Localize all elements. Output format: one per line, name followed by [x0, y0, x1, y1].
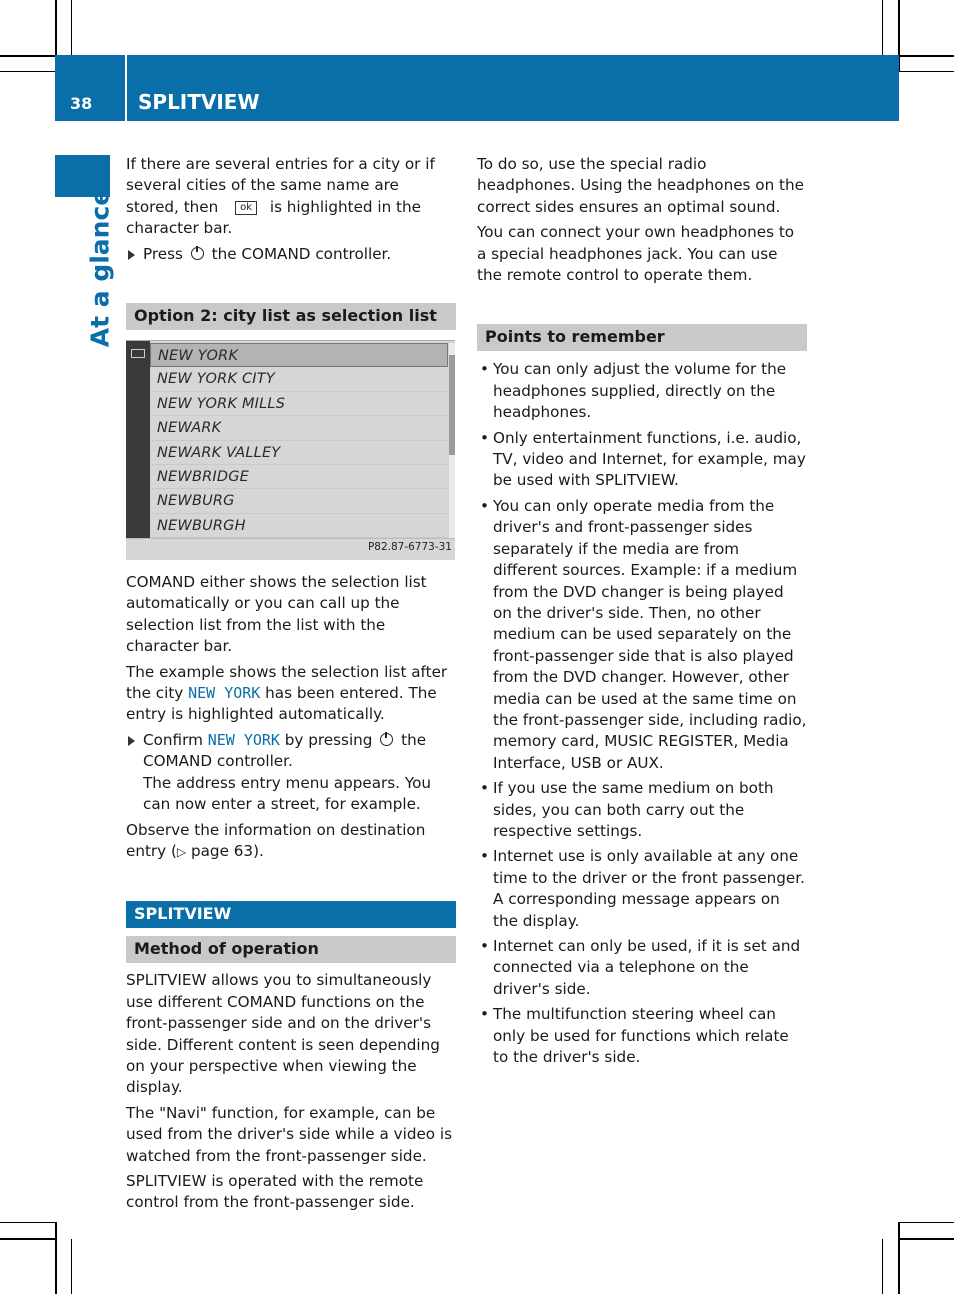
screen-scroll-thumb [449, 355, 455, 455]
city-list [150, 343, 448, 538]
step-result: The address entry menu appears. You can now enter a street, for example. [143, 773, 431, 814]
example-paragraph [126, 662, 456, 726]
city-list-item: NEWBURG [150, 489, 448, 513]
crop-mark [899, 1238, 954, 1240]
section-heading-points: Points to remember [477, 324, 807, 351]
ok-key-icon: ok [235, 201, 257, 215]
intro-paragraph [126, 154, 456, 240]
points-list [477, 359, 807, 1068]
instruction-step [126, 730, 456, 816]
city-list-item: NEW YORK MILLS [150, 392, 448, 416]
list-item: • If you use the same medium on both sides, you can both carry out the respective settings. [477, 778, 807, 842]
crop-mark [899, 71, 954, 72]
crop-mark [899, 55, 954, 57]
list-item: • The multifunction steering wheel can only be used for functions which relate to the driver's side. [477, 1004, 807, 1068]
section-heading-method: Method of operation [126, 936, 456, 963]
comand-shows-paragraph: COMAND either shows the selection list automatically or you can call up the selection list from the list with the character bar. [126, 573, 427, 656]
headphones-paragraph: You can connect your own headphones to a special headphones jack. You can use the remote control to operate them. [477, 223, 795, 285]
back-icon [131, 349, 145, 358]
method-paragraph: SPLITVIEW allows you to simultaneously use different COMAND functions on the front-passenger side and on the driver's side. Different content is seen depending on your perspective when viewing the display. [126, 971, 440, 1097]
city-list-item: NEWARK [150, 416, 448, 440]
observe-paragraph [126, 820, 456, 864]
city-list-item: NEWBRIDGE [150, 465, 448, 489]
city-list-item: NEWBURGH [150, 514, 448, 538]
crop-mark [0, 55, 55, 57]
section-heading-splitview: SPLITVIEW [126, 901, 456, 928]
crop-mark [71, 1239, 72, 1294]
controller-press-icon [191, 247, 204, 260]
controller-press-icon [380, 733, 393, 746]
page-reference-link[interactable]: page 63). [186, 841, 264, 860]
city-list-screenshot [126, 340, 455, 560]
page-title: SPLITVIEW [138, 90, 260, 114]
step-text-end: the COMAND controller. [143, 730, 427, 771]
method-paragraph: SPLITVIEW is operated with the remote control from the front-passenger side. [126, 1171, 424, 1212]
crop-mark [71, 0, 72, 55]
side-tab-label: At a glance [85, 188, 115, 348]
example-text: The example shows the selection list after the city [126, 662, 448, 703]
list-item: • You can only adjust the volume for the headphones supplied, directly on the headphones. [477, 359, 807, 423]
screen-footer [126, 538, 455, 560]
city-list-item: NEWARK VALLEY [150, 441, 448, 465]
crop-mark [0, 1238, 55, 1240]
crop-mark [899, 1222, 954, 1223]
step-text: Confirm [143, 730, 203, 749]
crop-mark [882, 0, 883, 55]
crop-mark [882, 1239, 883, 1294]
intro-text: If there are several entries for a city or if several cities of the same name are stored, then [126, 155, 435, 216]
city-list-item: NEW YORK CITY [150, 367, 448, 391]
section-heading-option2: Option 2: city list as selection list [126, 303, 456, 330]
crop-mark [0, 1222, 55, 1223]
headphones-paragraph: To do so, use the special radio headphones. Using the headphones on the correct sides ensures an optimal sound. [477, 155, 804, 216]
right-column [477, 154, 807, 1072]
step-text: Press [143, 244, 183, 263]
display-city-text: NEW YORK [188, 684, 261, 703]
observe-text: Observe the information on destination entry ( [126, 820, 426, 860]
page-number: 38 [70, 94, 93, 113]
display-city-text: NEW YORK [207, 730, 280, 749]
step-text-mid: by pressing [284, 730, 373, 749]
list-item: • Internet use is only available at any one time to the driver or the front passenger. A corresponding message appears on the display. [477, 846, 807, 932]
crop-mark [55, 1222, 57, 1294]
example-text-end: has been entered. The entry is highlighted automatically. [126, 684, 437, 724]
crop-mark [0, 71, 55, 72]
method-paragraph: The "Navi" function, for example, can be used from the driver's side while a video is watched from the front-passenger side. [126, 1103, 453, 1165]
intro-text-end: is highlighted in the character bar. [126, 197, 421, 238]
list-item: • Only entertainment functions, i.e. audio, TV, video and Internet, for example, may be used with SPLITVIEW. [477, 428, 807, 492]
screen-left-bar [126, 341, 150, 539]
page-ref-triangle-icon: ▷ [176, 844, 187, 859]
list-item: • You can only operate media from the driver's and front-passenger sides separately if the media are from different sources. Example: if a medium from the DVD changer is being played on the driver's side. Then, no other medium can be used separately on the front-passenger side that is also played from the DVD changer. However, other media can be used at the same time on the front-passenger side, including radio, memory card, MUSIC REGISTER, Media Interface, USB or AUX. [477, 496, 807, 774]
city-list-item-selected: NEW YORK [150, 343, 448, 367]
crop-mark [898, 1222, 900, 1294]
figure-code: P82.87-6773-31 [367, 540, 452, 553]
left-column [126, 154, 456, 1218]
list-item: • Internet can only be used, if it is set and connected via a telephone on the driver's side. [477, 936, 807, 1000]
instruction-step [126, 244, 456, 265]
step-text-end: the COMAND controller. [211, 244, 392, 263]
header-divider [125, 55, 127, 121]
